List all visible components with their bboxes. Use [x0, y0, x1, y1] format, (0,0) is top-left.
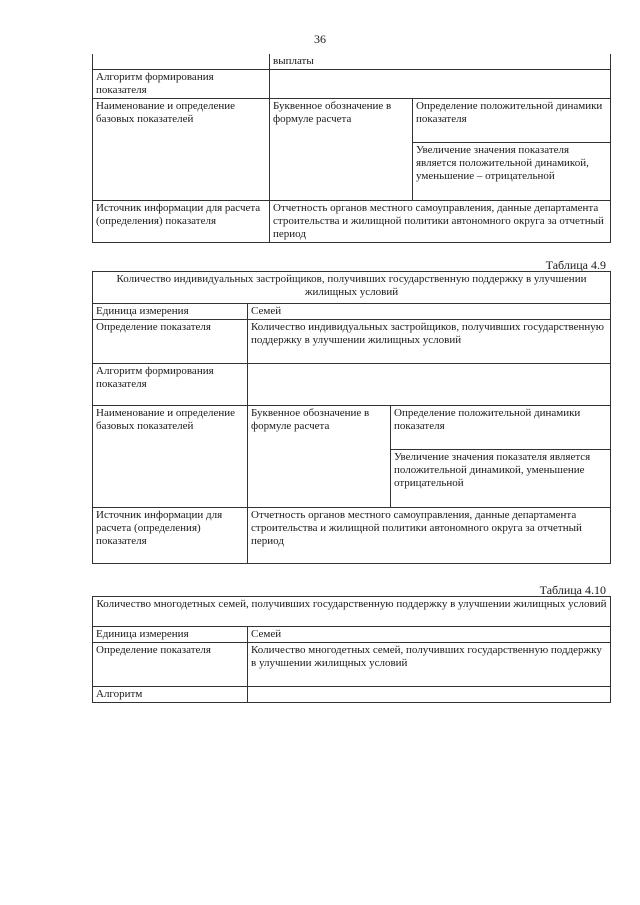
table-continuation	[92, 54, 611, 243]
table-title: Количество индивидуальных застройщиков, получивших государственную поддержку в улучшении жилищных условий	[93, 272, 611, 304]
dyn-text: Увеличение значения показателя является положительной динамикой, уменьшение отрицательной	[391, 450, 611, 508]
algo-value	[270, 70, 611, 99]
def-label: Определение показателя	[93, 320, 248, 364]
algo-label: Алгоритм формирования показателя	[93, 70, 270, 99]
base-name: Наименование и определение базовых показателей	[93, 99, 270, 201]
dyn-title: Определение положительной динамики показателя	[413, 99, 611, 143]
source-text: Отчетность органов местного самоуправления, данные департамента строительства и жилищной политики автономного округа за отчетный период	[248, 508, 611, 564]
source-label: Источник информации для расчета (определения) показателя	[93, 201, 270, 243]
table-caption-4-10: Таблица 4.10	[539, 583, 606, 597]
dyn-title: Определение положительной динамики показателя	[391, 406, 611, 450]
dyn-text: Увеличение значения показателя является положительной динамикой, уменьшение – отрицательной	[413, 143, 611, 201]
unit-value: Семей	[248, 304, 611, 320]
table-caption-4-9: Таблица 4.9	[545, 258, 606, 272]
base-name: Наименование и определение базовых показателей	[93, 406, 248, 508]
source-text: Отчетность органов местного самоуправления, данные департамента строительства и жилищной политики автономного округа за отчетный период	[270, 201, 611, 243]
source-label: Источник информации для расчета (определения) показателя	[93, 508, 248, 564]
unit-value: Семей	[248, 627, 611, 643]
page-number: 36	[314, 32, 326, 46]
cell-empty	[93, 54, 270, 70]
algo-value	[248, 687, 611, 703]
algo-value	[248, 364, 611, 406]
letter-designation: Буквенное обозначение в формуле расчета	[248, 406, 391, 508]
table-4-10	[92, 596, 611, 703]
table-title: Количество многодетных семей, получивших государственную поддержку в улучшении жилищных условий	[93, 597, 611, 627]
def-text: Количество многодетных семей, получивших государственную поддержку в улучшении жилищных условий	[248, 643, 611, 687]
unit-label: Единица измерения	[93, 304, 248, 320]
algo-label: Алгоритм формирования показателя	[93, 364, 248, 406]
def-label: Определение показателя	[93, 643, 248, 687]
algo-label: Алгоритм	[93, 687, 248, 703]
table-4-9	[92, 271, 611, 564]
cell-frag: выплаты	[270, 54, 611, 70]
unit-label: Единица измерения	[93, 627, 248, 643]
letter-designation: Буквенное обозначение в формуле расчета	[270, 99, 413, 201]
def-text: Количество индивидуальных застройщиков, получивших государственную поддержку в улучшении жилищных условий	[248, 320, 611, 364]
